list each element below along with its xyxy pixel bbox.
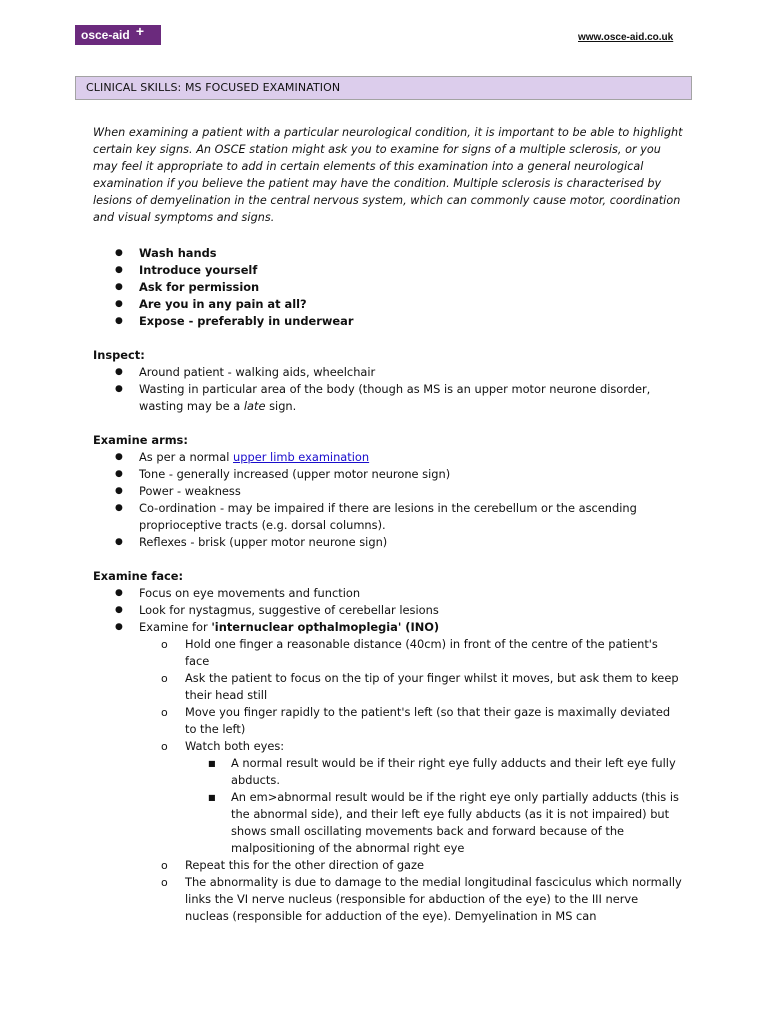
square-bullet-icon: ■: [208, 759, 216, 768]
list-item: ● Reflexes - brisk (upper motor neurone sign): [115, 535, 388, 549]
osce-aid-logo[interactable]: [75, 25, 161, 45]
list-item: o Hold one finger a reasonable distance (40cm) in front of the centre of the patient's face: [161, 637, 658, 668]
circle-bullet-icon: o: [161, 859, 168, 872]
circle-bullet-icon: o: [161, 672, 168, 685]
circle-bullet-icon: o: [161, 638, 168, 651]
list-item: ● Co-ordination - may be impaired if there are lesions in the cerebellum or the ascending proprioceptive tracts (e.g. dorsal columns).: [115, 501, 637, 532]
upper-limb-exam-link[interactable]: upper limb examination: [233, 450, 370, 464]
list-item: o Move you finger rapidly to the patient's left (so that their gaze is maximally deviated to the left): [161, 705, 671, 736]
list-item: ■ A normal result would be if their right eye fully adducts and their left eye fully abducts.: [208, 756, 676, 787]
list-item: ● Tone - generally increased (upper motor neurone sign): [115, 467, 451, 481]
list-item: ● Focus on eye movements and function: [115, 586, 361, 600]
bullet-icon: ●: [115, 299, 123, 309]
intro-paragraph: When examining a patient with a particular neurological condition, it is important to be able to highlight certain key signs. An OSCE station might ask you to examine for signs of a multiple sclerosis, or you may feel it appropriate to add in certain elements of this examination into a general neurological examination if you believe the patient may have the condition. Multiple sclerosis is characterised by lesions of demyelination in the central nervous system, which can commonly cause motor, coordination and visual symptoms and signs.: [93, 126, 683, 224]
page-title: CLINICAL SKILLS: MS FOCUSED EXAMINATION: [75, 76, 692, 100]
list-item: ● Wash hands: [115, 246, 217, 260]
list-item: o Ask the patient to focus on the tip of your finger whilst it moves, but ask them to keep their head still: [161, 671, 679, 702]
list-item: o The abnormality is due to damage to the medial longitudinal fasciculus which normally links the VI nerve nucleus (responsible for abduction of the eye) to the III nerve nucleas (responsible for adduction of the eye). Demyelination in MS can: [161, 875, 682, 923]
circle-bullet-icon: o: [161, 876, 168, 889]
ino-steps-list: [161, 636, 683, 925]
bullet-icon: ●: [115, 622, 123, 632]
list-item: ● Ask for permission: [115, 280, 260, 294]
face-list: [93, 585, 683, 925]
bullet-icon: ●: [115, 486, 123, 496]
inspect-heading: Inspect:: [93, 348, 145, 362]
bullet-icon: ●: [115, 588, 123, 598]
arms-list: [93, 449, 683, 551]
arms-heading: Examine arms:: [93, 433, 188, 447]
logo-text: osce-aid: [81, 28, 130, 42]
list-item: ● As per a normal upper limb examination: [115, 450, 370, 464]
square-bullet-icon: ■: [208, 793, 216, 802]
list-item: ● Introduce yourself: [115, 263, 258, 277]
steps-list: [93, 245, 683, 330]
bullet-icon: ●: [115, 248, 123, 258]
list-item: ■ An em>abnormal result would be if the right eye only partially adducts (this is the abnormal side), and their left eye fully abducts (as it is not impaired) but shows small oscillating movements back and forward because of the malpositioning of the abnormal right eye: [208, 790, 679, 855]
list-item: ● Look for nystagmus, suggestive of cerebellar lesions: [115, 603, 439, 617]
list-item: ● Power - weakness: [115, 484, 241, 498]
logo-plus-icon: +: [135, 23, 144, 39]
bullet-icon: ●: [115, 452, 123, 462]
list-item: o Repeat this for the other direction of gaze: [161, 858, 425, 872]
list-item: o Watch both eyes: ■ A normal result would be if their right eye fully adducts and their left eye fully abducts. ■ An em>abnormal result would be if the right eye only partially adducts (this is the abnormal side), and their left eye fully abducts (as it is not impaired) but shows small oscillating movements back and forward because of the malpositioning of the abnormal right eye: [139, 738, 683, 857]
bullet-icon: ●: [115, 265, 123, 275]
bullet-icon: ●: [115, 384, 123, 394]
bullet-icon: ●: [115, 282, 123, 292]
eye-results-list: [208, 755, 683, 857]
bullet-icon: ●: [115, 605, 123, 615]
bullet-icon: ●: [115, 503, 123, 513]
list-item: ● Around patient - walking aids, wheelchair: [115, 365, 376, 379]
site-url-link[interactable]: www.osce-aid.co.uk: [578, 32, 674, 43]
bullet-icon: ●: [115, 316, 123, 326]
list-item: ● Expose - preferably in underwear: [115, 314, 354, 328]
circle-bullet-icon: o: [161, 706, 168, 719]
bullet-icon: ●: [115, 367, 123, 377]
circle-bullet-icon: o: [161, 740, 168, 753]
list-item: ● Examine for 'internuclear opthalmoplegia' (INO) o Hold one finger a reasonable distance (40cm) in front of the centre of the patient's face o Ask the patient to focus on the tip of your finger whilst it moves, but ask them to keep their head still o Move you finger rapidly to the patient's left (so that their gaze is maximally deviated to the left) o Watch both eyes: ■ A normal result would be if their right eye fully adducts and their left eye fully abducts. ■ An em>abnormal result would be if the right eye only partially adducts (this is the abnormal side), and their left eye fully abducts (as it is not impaired) but shows small oscillating movements back and forward because of the malpositioning of the abnormal right eye o Repeat this for the other direction of gaze o The abnormality is due to damage to the medial longitudinal fasciculus which normally links the VI nerve nucleus (responsible for abduction of the eye) to the III nerve nucleas (responsible for adduction of the eye). Demyelination in MS can: [115, 620, 682, 923]
list-item: ● Are you in any pain at all?: [115, 297, 307, 311]
bullet-icon: ●: [115, 469, 123, 479]
inspect-list: [93, 364, 683, 415]
bullet-icon: ●: [115, 537, 123, 547]
document-body: [93, 124, 683, 925]
face-heading: Examine face:: [93, 569, 184, 583]
list-item: ● Wasting in particular area of the body (though as MS is an upper motor neurone disorder, wasting may be a late sign.: [115, 382, 651, 413]
